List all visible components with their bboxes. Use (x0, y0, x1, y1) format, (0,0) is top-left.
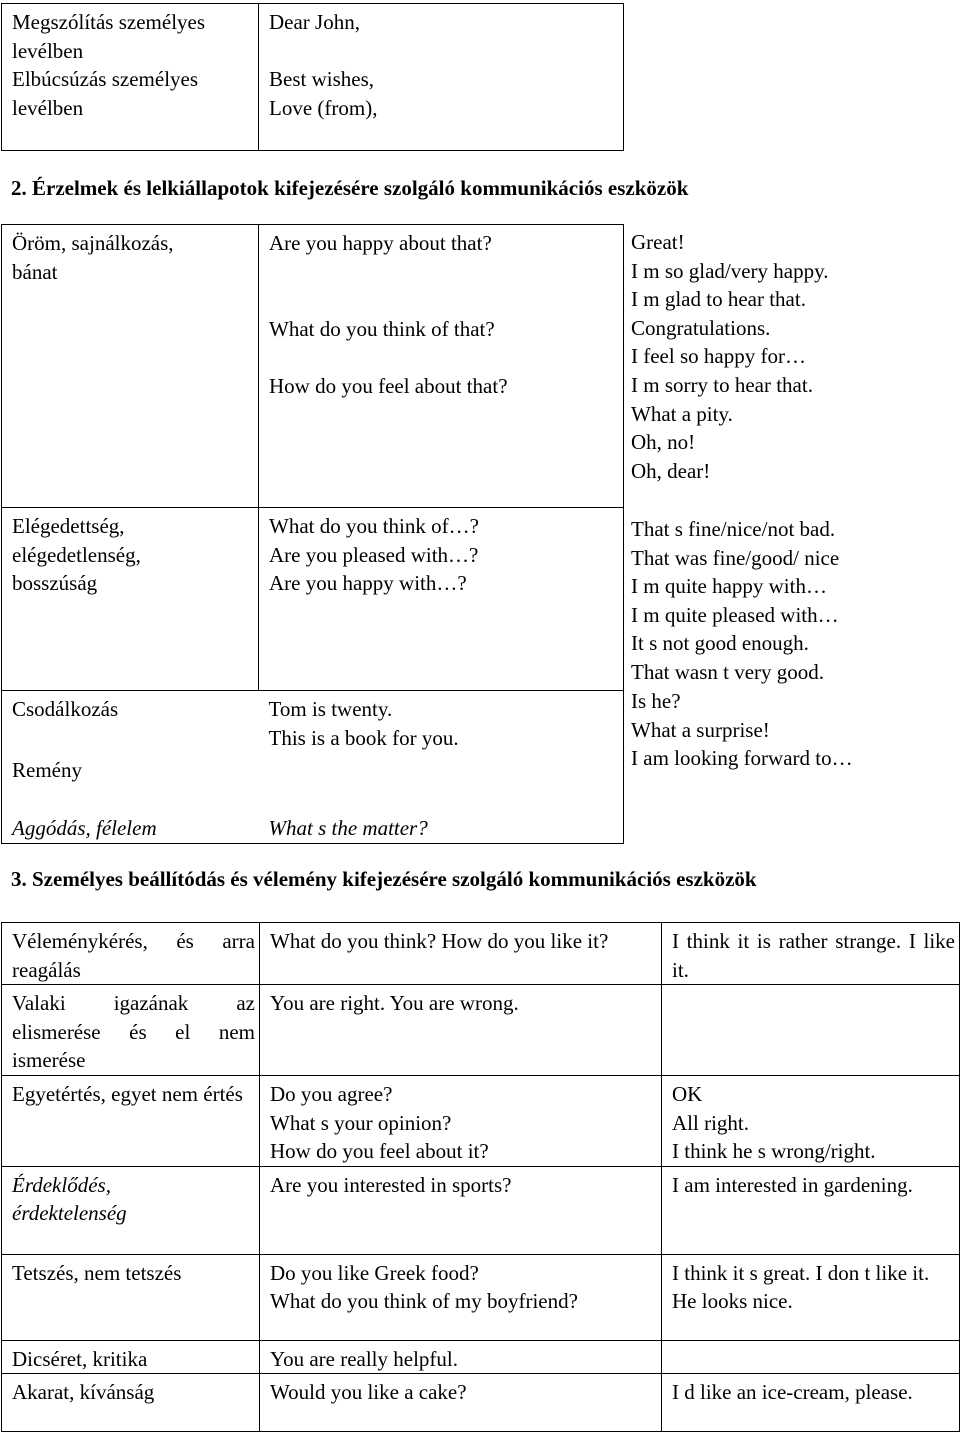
reply-text: Is he? What a surprise! (631, 689, 770, 742)
table-row (2, 1374, 960, 1432)
question-cell (259, 508, 624, 691)
category-cell (2, 691, 259, 753)
question-cell (260, 985, 662, 1076)
question-text: You are right. You are wrong. (270, 991, 519, 1016)
table-row (2, 225, 624, 508)
category-cell (2, 1254, 260, 1340)
category-cell (2, 1340, 260, 1374)
reply-cell (662, 1254, 960, 1340)
question-text: Tom is twenty. This is a book for you. (268, 697, 459, 750)
table-row (2, 985, 960, 1076)
question-cell (260, 923, 662, 985)
reply-cell (662, 1075, 960, 1166)
category-text: Remény (12, 758, 82, 783)
reply-cell (662, 1374, 960, 1432)
table-row (2, 691, 624, 753)
reply-text: I think it is rather strange. I like it. (672, 929, 955, 982)
category-cell (2, 1166, 260, 1254)
table-row (2, 923, 960, 985)
reply-text: Great! I m so glad/very happy. I m glad to hear that. Congratulations. I feel so happy for… I m sorry to hear that. What a pity. Oh, no! Oh, dear! (631, 230, 829, 483)
reply-cell (662, 923, 960, 985)
question-cell (260, 1374, 662, 1432)
category-text: Csodálkozás (12, 697, 119, 721)
reply-text: I am interested in gardening. (672, 1172, 913, 1197)
section-3-heading: 3. Személyes beállítódás és vélemény kifejezésére szolgáló kommunikációs eszközök (11, 867, 757, 891)
category-cell (2, 923, 260, 985)
question-cell (259, 4, 624, 151)
question-text: Would you like a cake? (270, 1380, 467, 1405)
category-text: Akarat, kívánság (12, 1380, 155, 1405)
category-text: Véleménykérés, és arra reagálás (12, 929, 255, 982)
question-cell (259, 752, 624, 810)
table-row (2, 1075, 960, 1166)
reply-text: That s fine/nice/not bad. That was fine/good/ nice I m quite happy with… I m quite pleased with… It s not good enough. That wasn t very good. (631, 517, 840, 684)
table-row (2, 1254, 960, 1340)
category-cell (2, 508, 259, 691)
emotions-reply-column (631, 228, 956, 773)
category-cell (2, 1374, 260, 1432)
category-text: Elégedettség, elégedetlenség, bosszúság (12, 514, 141, 596)
table-row (2, 508, 624, 691)
category-text: Valaki igazának az elismerése és el nem ismerése (12, 991, 255, 1073)
reply-text: I am looking forward to… (631, 746, 853, 770)
question-text: What do you think of…? Are you pleased with…? Are you happy with…? (269, 514, 479, 596)
question-text: Do you like Greek food? What do you think of my boyfriend? (270, 1260, 578, 1314)
table-row (2, 810, 624, 843)
category-cell (2, 1075, 260, 1166)
reply-cell (662, 985, 960, 1076)
reply-cell (662, 1166, 960, 1254)
letter-phrases-table (1, 3, 624, 151)
reply-text: OK All right. I think he s wrong/right. (672, 1081, 876, 1164)
question-text: Do you agree? What s your opinion? How do you feel about it? (270, 1081, 489, 1164)
table-row (2, 1340, 960, 1374)
category-text: Egyetértés, egyet nem értés (12, 1081, 243, 1106)
reply-text: I think it s great. I don t like it. He looks nice. (672, 1260, 930, 1314)
question-cell (259, 691, 624, 753)
opinions-table (1, 922, 960, 1432)
category-cell (2, 985, 260, 1076)
question-text: What do you think? How do you like it? (270, 929, 609, 953)
question-text: What s the matter? (268, 816, 428, 841)
category-cell (2, 225, 259, 508)
table-row (2, 752, 624, 810)
table-row (2, 1166, 960, 1254)
emotions-table (1, 224, 624, 844)
question-cell (260, 1254, 662, 1340)
question-text: Are you happy about that? What do you think of that? How do you feel about that? (269, 231, 508, 398)
question-cell (260, 1166, 662, 1254)
question-text: Are you interested in sports? (270, 1172, 512, 1197)
category-text: Megszólítás személyes levélben Elbúcsúzás személyes levélben (12, 10, 206, 120)
category-cell (2, 810, 259, 843)
category-cell (2, 4, 259, 151)
category-text: Tetszés, nem tetszés (12, 1260, 182, 1285)
question-text: You are really helpful. (270, 1346, 458, 1371)
category-text: Öröm, sajnálkozás, bánat (12, 231, 174, 284)
category-text: Dicséret, kritika (12, 1346, 148, 1371)
question-cell (259, 225, 624, 508)
question-cell (259, 810, 624, 843)
question-cell (260, 1340, 662, 1374)
reply-cell (662, 1340, 960, 1374)
phrase-text: Dear John, Best wishes, Love (from), (269, 10, 378, 120)
table-row (2, 4, 624, 151)
category-cell (2, 752, 259, 810)
category-text: Aggódás, félelem (12, 816, 157, 841)
reply-text: I d like an ice-cream, please. (672, 1380, 913, 1405)
question-cell (260, 1075, 662, 1166)
section-2-heading: 2. Érzelmek és lelkiállapotok kifejezésére szolgáló kommunikációs eszközök (11, 176, 689, 200)
category-text: Érdeklődés, érdektelenség (12, 1172, 127, 1226)
